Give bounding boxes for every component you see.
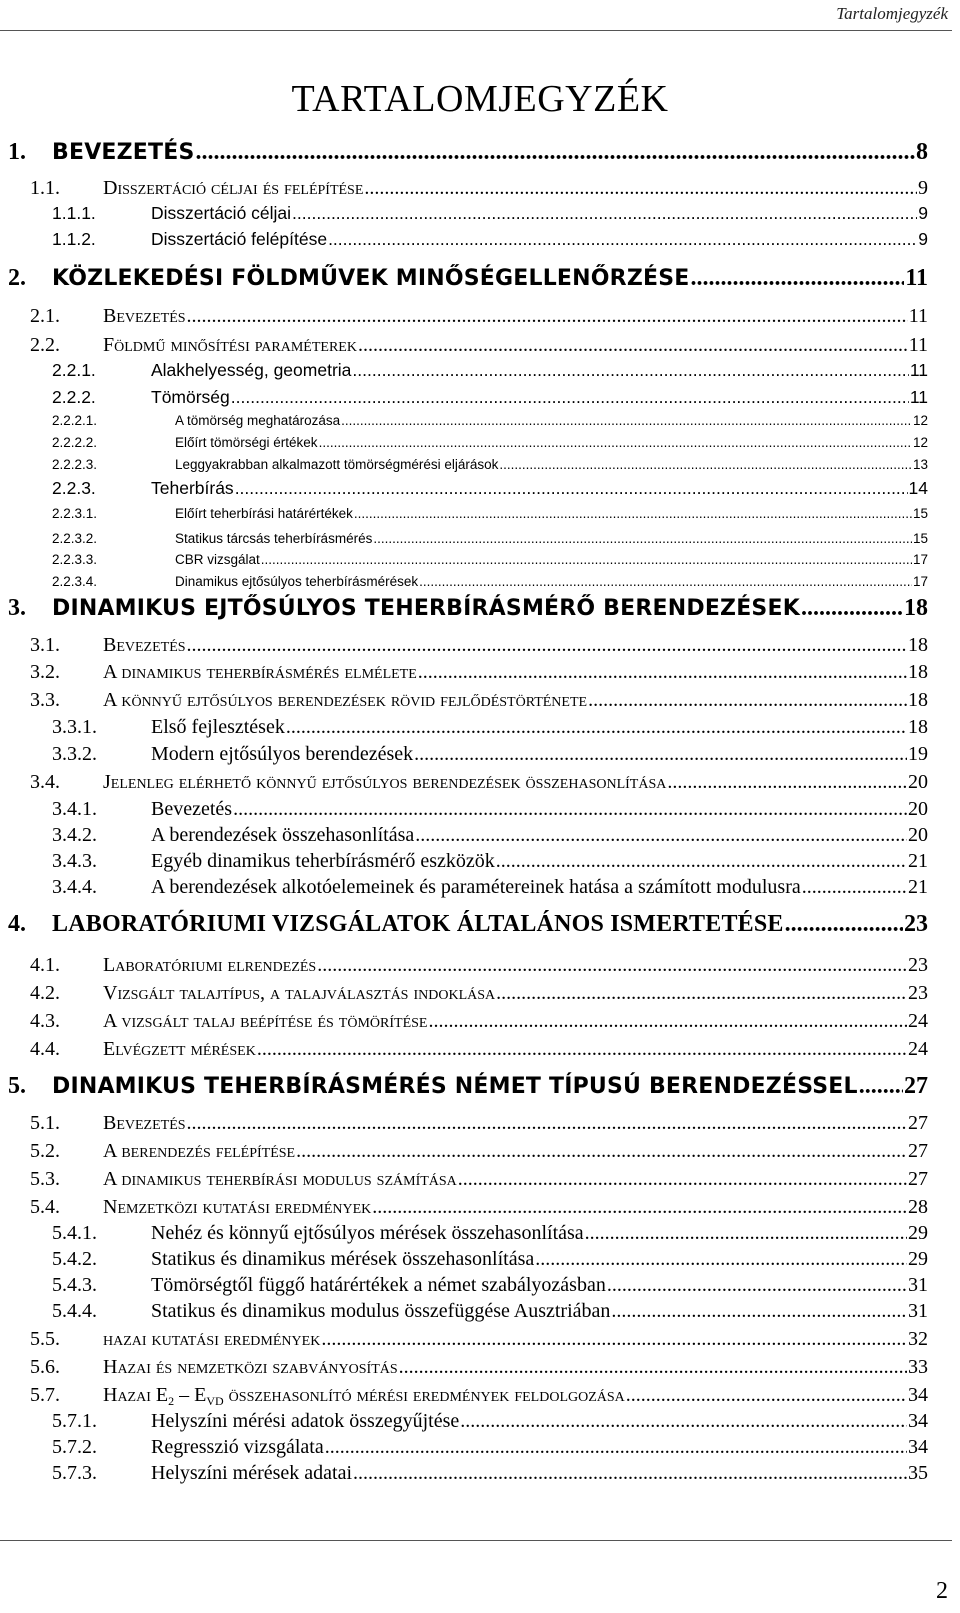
toc-entry[interactable] <box>52 798 928 820</box>
toc-leader-dots <box>460 1411 907 1431</box>
toc-entry[interactable] <box>52 850 928 872</box>
toc-entry-number: 2.2.2.2. <box>52 435 98 450</box>
toc-entry-page: 29 <box>908 1222 928 1244</box>
toc-entry-number: 2.2.3.3. <box>52 552 98 567</box>
toc-leader-dots <box>496 851 907 871</box>
toc-entry-number: 5.4. <box>30 1196 60 1218</box>
toc-entry-number: 4.2. <box>30 982 60 1004</box>
toc-leader-dots <box>341 414 912 428</box>
toc-entry-page: 18 <box>908 661 928 683</box>
toc-leader-dots <box>535 1249 907 1269</box>
toc-entry[interactable] <box>52 435 928 450</box>
toc-entry[interactable] <box>52 457 928 472</box>
toc-entry[interactable] <box>52 387 928 407</box>
toc-entry[interactable] <box>30 634 928 656</box>
toc-leader-dots <box>428 1011 907 1031</box>
toc-entry-number: 3.4.4. <box>52 876 97 898</box>
toc-leader-dots <box>364 178 917 198</box>
toc-entry-number: 4. <box>8 911 26 937</box>
toc-entry-number: 3.4.1. <box>52 798 97 820</box>
toc-entry-page: 20 <box>908 824 928 846</box>
toc-entry[interactable] <box>30 1328 928 1350</box>
toc-entry-number: 2.2.3.4. <box>52 574 98 589</box>
toc-entry-page: 33 <box>908 1356 928 1378</box>
toc-entry-page: 15 <box>912 531 928 546</box>
toc-entry[interactable] <box>52 360 928 380</box>
toc-entry-number: 1.1. <box>30 177 60 199</box>
toc-entry-title: Disszertáció céljai <box>151 203 292 223</box>
toc-entry-title: Leggyakrabban alkalmazott tömörségmérési eljárások <box>175 457 499 472</box>
toc-entry-number: 3.4.3. <box>52 850 97 872</box>
toc-entry-page: 18 <box>904 595 928 621</box>
toc-entry-page: 17 <box>912 552 928 567</box>
header-divider <box>0 30 952 31</box>
toc-leader-dots <box>187 1113 907 1133</box>
toc-entry-page: 27 <box>908 1168 928 1190</box>
toc-entry-number: 4.3. <box>30 1010 60 1032</box>
toc-entry-title: Földmű minősítési paraméterek <box>103 334 357 356</box>
document-title: TARTALOMJEGYZÉK <box>291 78 669 121</box>
toc-entry-page: 18 <box>908 689 928 711</box>
toc-entry-number: 2.2.3.2. <box>52 531 98 546</box>
toc-entry-page: 11 <box>908 305 928 327</box>
toc-entry-title: Bevezetés <box>103 1112 186 1134</box>
toc-entry[interactable] <box>30 1140 928 1162</box>
toc-entry-title: Tömörség <box>151 387 230 407</box>
toc-leader-dots <box>690 266 904 290</box>
toc-entry[interactable] <box>52 1274 928 1296</box>
toc-entry-title: Hazai $E_2 - E_{VD}$ összehasonlító mérési eredmények feldolgozása <box>103 1384 625 1408</box>
toc-entry-number: 5.6. <box>30 1356 60 1378</box>
toc-leader-dots <box>626 1385 907 1405</box>
toc-entry-page: 27 <box>908 1140 928 1162</box>
toc-entry[interactable] <box>52 743 928 765</box>
toc-entry-title: Helyszíni mérési adatok összegyűjtése <box>151 1410 460 1432</box>
toc-leader-dots <box>353 1463 907 1483</box>
toc-leader-dots <box>372 1197 907 1217</box>
toc-leader-dots <box>296 1141 907 1161</box>
toc-entry-page: 23 <box>908 982 928 1004</box>
toc-entry-title: Hazai és nemzetközi szabványosítás <box>103 1356 398 1378</box>
toc-leader-dots <box>418 662 907 682</box>
toc-entry-number: 3.1. <box>30 634 60 656</box>
toc-entry-number: 1.1.1. <box>52 203 96 223</box>
toc-entry-number: 2.2.2.1. <box>52 413 98 428</box>
toc-entry[interactable] <box>30 1384 928 1408</box>
toc-entry-page: 35 <box>908 1462 928 1484</box>
toc-entry-page: 11 <box>908 334 928 356</box>
toc-entry-title: Nehéz és könnyű ejtősúlyos mérések összehasonlítása <box>151 1222 584 1244</box>
toc-entry[interactable] <box>30 1112 928 1134</box>
toc-entry-number: 5.2. <box>30 1140 60 1162</box>
toc-entry-page: 20 <box>908 771 928 793</box>
toc-entry-number: 1. <box>8 139 26 165</box>
toc-entry-title: A dinamikus teherbírásmérés elmélete <box>103 661 417 683</box>
toc-leader-dots <box>458 1169 907 1189</box>
toc-entry-title: BEVEZETÉS <box>52 140 195 165</box>
toc-leader-dots <box>607 1275 907 1295</box>
toc-entry-page: 21 <box>908 850 928 872</box>
toc-leader-dots <box>328 231 917 249</box>
toc-entry-title: A tömörség meghatározása <box>175 413 341 428</box>
toc-entry[interactable] <box>8 911 928 937</box>
toc-entry-number: 5.3. <box>30 1168 60 1190</box>
toc-entry[interactable] <box>30 177 928 199</box>
toc-entry-title: Regresszió vizsgálata <box>151 1436 324 1458</box>
toc-entry-title: DINAMIKUS EJTŐSÚLYOS TEHERBÍRÁSMÉRŐ BERENDEZÉSEK <box>52 596 800 621</box>
toc-entry-number: 5.5. <box>30 1328 60 1350</box>
toc-entry-number: 3.3. <box>30 689 60 711</box>
toc-entry-page: 11 <box>909 387 928 407</box>
toc-entry-title: Bevezetés <box>103 305 186 327</box>
toc-entry-title: Nemzetközi kutatási eredmények <box>103 1196 372 1218</box>
toc-entry-number: 2.2. <box>30 334 60 356</box>
toc-entry-number: 2. <box>8 265 26 291</box>
toc-entry[interactable] <box>52 413 928 428</box>
toc-entry-number: 5.1. <box>30 1112 60 1134</box>
toc-entry[interactable] <box>8 265 928 291</box>
toc-entry-number: 2.2.3.1. <box>52 506 98 521</box>
toc-leader-dots <box>785 912 903 936</box>
toc-entry-page: 17 <box>912 574 928 589</box>
toc-entry-title: Tömörségtől függő határértékek a német szabályozásban <box>151 1274 606 1296</box>
toc-leader-dots <box>317 955 907 975</box>
toc-entry[interactable] <box>30 1038 928 1060</box>
page-number: 2 <box>936 1578 948 1604</box>
footer-divider <box>0 1540 952 1541</box>
toc-entry[interactable] <box>52 1248 928 1270</box>
toc-entry-title: hazai kutatási eredmények <box>103 1328 321 1350</box>
toc-entry-page: 24 <box>908 1038 928 1060</box>
toc-entry-number: 5.7.1. <box>52 1410 97 1432</box>
toc-entry-number: 5.7. <box>30 1384 60 1406</box>
toc-entry-page: 34 <box>908 1436 928 1458</box>
toc-entry-title: KÖZLEKEDÉSI FÖLDMŰVEK MINŐSÉGELLENŐRZÉSE <box>52 266 690 291</box>
toc-entry[interactable] <box>8 595 928 621</box>
toc-leader-dots <box>585 1223 907 1243</box>
toc-entry-number: 5.7.3. <box>52 1462 97 1484</box>
toc-leader-dots <box>261 553 912 567</box>
toc-entry[interactable] <box>30 771 928 793</box>
toc-leader-dots <box>358 335 908 355</box>
toc-leader-dots <box>235 480 908 498</box>
toc-entry[interactable] <box>30 1168 928 1190</box>
toc-entry-title: Előírt tömörségi értékek <box>175 435 318 450</box>
toc-entry-title: Dinamikus ejtősúlyos teherbírásmérések <box>175 574 419 589</box>
toc-entry-page: 18 <box>908 634 928 656</box>
toc-entry-page: 12 <box>912 435 928 450</box>
toc-entry-title: Statikus és dinamikus modulus összefüggése Ausztriában <box>151 1300 611 1322</box>
toc-leader-dots <box>231 389 909 407</box>
toc-entry-number: 3.3.2. <box>52 743 97 765</box>
toc-entry-title: Alakhelyesség, geometria <box>151 360 352 380</box>
toc-entry-number: 5.4.2. <box>52 1248 97 1270</box>
toc-leader-dots <box>415 825 907 845</box>
toc-leader-dots <box>588 690 907 710</box>
toc-entry-number: 3.2. <box>30 661 60 683</box>
toc-entry-title: Statikus és dinamikus mérések összehasonlítása <box>151 1248 535 1270</box>
toc-entry-page: 19 <box>908 743 928 765</box>
toc-entry-title: DINAMIKUS TEHERBÍRÁSMÉRÉS NÉMET TÍPUSÚ BERENDEZÉSSEL <box>52 1074 858 1099</box>
toc-entry-page: 11 <box>909 360 928 380</box>
toc-leader-dots <box>187 306 908 326</box>
toc-entry[interactable] <box>52 824 928 846</box>
toc-entry-page: 15 <box>912 506 928 521</box>
toc-entry-page: 11 <box>905 265 928 291</box>
toc-entry-number: 5. <box>8 1073 26 1099</box>
toc-entry[interactable] <box>52 1300 928 1322</box>
toc-entry-title: Elvégzett mérések <box>103 1038 256 1060</box>
toc-entry-number: 3. <box>8 595 26 621</box>
toc-entry-number: 5.4.4. <box>52 1300 97 1322</box>
toc-entry-title: A berendezések összehasonlítása <box>151 824 415 846</box>
toc-entry-page: 29 <box>908 1248 928 1270</box>
toc-entry[interactable] <box>30 1010 928 1032</box>
toc-entry-page: 27 <box>908 1112 928 1134</box>
toc-entry[interactable] <box>30 1196 928 1218</box>
toc-entry-page: 12 <box>912 413 928 428</box>
toc-entry-page: 27 <box>904 1073 928 1099</box>
toc-entry-page: 32 <box>908 1328 928 1350</box>
toc-entry-page: 9 <box>918 203 928 223</box>
toc-entry-title: Bevezetés <box>103 634 186 656</box>
toc-leader-dots <box>414 744 907 764</box>
toc-entry[interactable] <box>52 1410 928 1432</box>
toc-entry[interactable] <box>52 552 928 567</box>
toc-leader-dots <box>257 1039 907 1059</box>
toc-leader-dots <box>399 1357 907 1377</box>
toc-entry-title: A könnyű ejtősúlyos berendezések rövid fejlődéstörténete <box>103 689 588 711</box>
toc-entry[interactable] <box>52 531 928 546</box>
toc-entry-title: Statikus tárcsás teherbírásmérés <box>175 531 373 546</box>
toc-entry[interactable] <box>52 876 928 898</box>
toc-entry[interactable] <box>30 305 928 327</box>
toc-entry-number: 5.7.2. <box>52 1436 97 1458</box>
toc-entry-title: Disszertáció céljai és felépítése <box>103 177 364 199</box>
toc-leader-dots <box>802 877 907 897</box>
toc-entry-page: 34 <box>908 1410 928 1432</box>
toc-entry[interactable] <box>52 1222 928 1244</box>
toc-entry-number: 5.4.3. <box>52 1274 97 1296</box>
toc-entry-page: 20 <box>908 798 928 820</box>
toc-entry-number: 2.2.2. <box>52 387 96 407</box>
toc-entry-number: 4.4. <box>30 1038 60 1060</box>
toc-entry-page: 14 <box>908 478 928 498</box>
toc-leader-dots <box>801 596 903 620</box>
toc-entry-page: 9 <box>918 177 928 199</box>
toc-leader-dots <box>419 575 912 589</box>
toc-entry-page: 31 <box>908 1300 928 1322</box>
toc-entry-page: 9 <box>918 229 928 249</box>
toc-leader-dots <box>196 140 915 164</box>
running-header: Tartalomjegyzék <box>836 4 948 23</box>
toc-entry[interactable] <box>30 954 928 976</box>
toc-entry-title: A berendezés felépítése <box>103 1140 296 1162</box>
toc-entry-page: 28 <box>908 1196 928 1218</box>
toc-entry-number: 5.4.1. <box>52 1222 97 1244</box>
toc-entry[interactable] <box>52 229 928 249</box>
toc-entry-page: 23 <box>908 954 928 976</box>
toc-leader-dots <box>373 532 912 546</box>
toc-entry-title: Laboratóriumi elrendezés <box>103 954 317 976</box>
toc-leader-dots <box>319 436 912 450</box>
toc-leader-dots <box>667 772 907 792</box>
toc-entry[interactable] <box>30 1356 928 1378</box>
toc-entry-number: 1.1.2. <box>52 229 96 249</box>
toc-entry-page: 8 <box>916 139 928 165</box>
toc-entry[interactable] <box>8 139 928 165</box>
toc-entry[interactable] <box>52 574 928 589</box>
toc-leader-dots <box>352 362 908 380</box>
toc-leader-dots <box>496 983 907 1003</box>
toc-entry-title: Modern ejtősúlyos berendezések <box>151 743 414 765</box>
toc-entry-title: LABORATÓRIUMI VIZSGÁLATOK ÁLTALÁNOS ISMERTETÉSE <box>52 911 784 937</box>
toc-entry[interactable] <box>30 982 928 1004</box>
toc-entry-title: CBR vizsgálat <box>175 552 260 567</box>
toc-leader-dots <box>233 799 907 819</box>
toc-entry-number: 2.2.3. <box>52 478 96 498</box>
toc-entry[interactable] <box>52 506 928 521</box>
toc-entry-number: 3.3.1. <box>52 716 97 738</box>
toc-entry-number: 4.1. <box>30 954 60 976</box>
toc-leader-dots <box>292 205 917 223</box>
toc-entry[interactable] <box>52 716 928 738</box>
toc-entry-page: 31 <box>908 1274 928 1296</box>
toc-entry-page: 13 <box>912 457 928 472</box>
toc-leader-dots <box>187 635 907 655</box>
toc-entry[interactable] <box>30 689 928 711</box>
toc-entry-title: A vizsgált talaj beépítése és tömörítése <box>103 1010 428 1032</box>
toc-leader-dots <box>321 1329 907 1349</box>
toc-leader-dots <box>499 458 912 472</box>
toc-leader-dots <box>859 1074 903 1098</box>
toc-entry[interactable] <box>30 334 928 356</box>
toc-entry-title: A berendezések alkotóelemeinek és paramétereinek hatása a számított modulusra <box>151 876 801 898</box>
toc-entry-title: Bevezetés <box>151 798 233 820</box>
toc-entry-page: 24 <box>908 1010 928 1032</box>
toc-leader-dots <box>611 1301 907 1321</box>
toc-entry-page: 18 <box>908 716 928 738</box>
toc-entry-number: 2.2.2.3. <box>52 457 98 472</box>
toc-entry-title: Egyéb dinamikus teherbírásmérő eszközök <box>151 850 495 872</box>
toc-entry-title: Teherbírás <box>151 478 234 498</box>
toc-entry-title: A dinamikus teherbírási modulus számítása <box>103 1168 457 1190</box>
toc-entry-title: Első fejlesztések <box>151 716 285 738</box>
toc-entry-title: Vizsgált talajtípus, a talajválasztás indoklása <box>103 982 496 1004</box>
toc-entry[interactable] <box>52 478 928 498</box>
toc-entry-number: 2.2.1. <box>52 360 96 380</box>
toc-leader-dots <box>354 507 912 521</box>
toc-entry-page: 34 <box>908 1384 928 1406</box>
toc-entry[interactable] <box>52 1462 928 1484</box>
toc-entry-page: 23 <box>904 911 928 937</box>
toc-entry-number: 3.4. <box>30 771 60 793</box>
toc-entry[interactable] <box>52 203 928 223</box>
toc-leader-dots <box>286 717 907 737</box>
toc-entry-title: Jelenleg elérhető könnyű ejtősúlyos berendezések összehasonlítása <box>103 771 667 793</box>
toc-entry-title: Előírt teherbírási határértékek <box>175 506 353 521</box>
toc-entry-title: Helyszíni mérések adatai <box>151 1462 353 1484</box>
toc-entry[interactable] <box>30 661 928 683</box>
toc-entry-number: 3.4.2. <box>52 824 97 846</box>
toc-entry-page: 21 <box>908 876 928 898</box>
toc-entry[interactable] <box>8 1073 928 1099</box>
toc-leader-dots <box>325 1437 907 1457</box>
toc-entry-number: 2.1. <box>30 305 60 327</box>
toc-entry-title: Disszertáció felépítése <box>151 229 328 249</box>
toc-entry[interactable] <box>52 1436 928 1458</box>
